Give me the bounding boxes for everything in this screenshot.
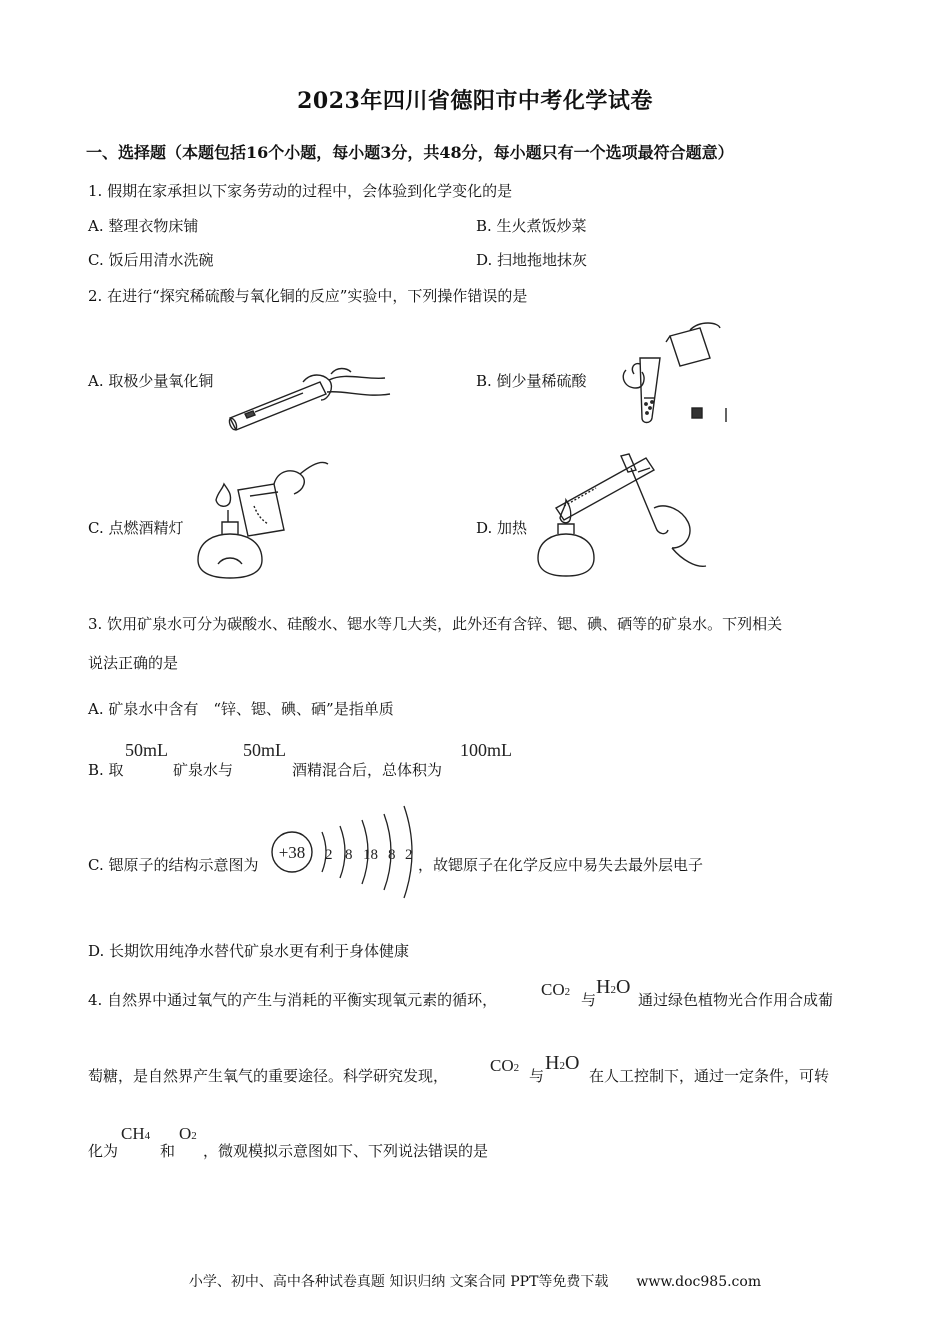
q4-line3-prefix: 化为 [88,1142,119,1160]
formula-co2-1: CO2 [541,980,571,999]
q2-stem: 2. 在进行“探究稀硫酸与氧化铜的反应”实验中，下列操作错误的是 [88,287,528,305]
formula-h2o-1: H2O [596,976,631,998]
formula-co2-2: CO2 [490,1056,520,1075]
q1-option-c: C. 饭后用清水洗碗 [88,251,214,269]
q3-stem-line1: 3. 饮用矿泉水可分为碳酸水、硅酸水、锶水等几大类，此外还有含锌、锶、碘、硒等的矿泉水。下列相关 [88,615,783,633]
atom-nucleus-charge: +38 [278,843,306,862]
formula-ch4: CH4 [121,1124,151,1143]
q1-option-d: D. 扫地拖地抹灰 [476,251,588,269]
q3-option-a: A. 矿泉水中含有 “锌、锶、碘、硒”是指单质 [88,700,394,718]
formula-o2: O2 [179,1124,197,1143]
q3-option-c-prefix: C. 锶原子的结构示意图为 [88,856,259,874]
q3-volume-water: 50mL [125,740,168,760]
q2-option-c: C. 点燃酒精灯 [88,519,184,537]
q3-option-b-mid2: 酒精混合后，总体积为 [292,761,443,779]
atom-shell-5: 2 [405,847,413,863]
q2-option-d: D. 加热 [476,519,528,537]
q4-line2-prefix: 萄糖，是自然界产生氧气的重要途径。科学研究发现， [88,1067,449,1085]
formula-h2o-2: H2O [545,1052,580,1074]
q4-and-3: 和 [160,1142,176,1160]
q3-option-b-prefix: B. 取 [88,761,124,779]
q3-volume-total: 100mL [460,740,512,760]
q4-line3-suffix: ，微观模拟示意图如下、下列说法错误的是 [203,1142,489,1160]
atom-shell-1: 2 [325,847,333,863]
illustration-pour-sulfuric-acid [600,318,735,433]
q4-line2-suffix: 在人工控制下，通过一定条件，可转 [589,1067,830,1085]
illustration-heating [526,448,711,588]
atom-shell-4: 8 [388,847,396,863]
q1-stem: 1. 假期在家承担以下家务劳动的过程中，会体验到化学变化的是 [88,182,513,200]
q3-option-c-suffix: ，故锶原子在化学反应中易失去最外层电子 [418,856,704,874]
section-heading: 一、选择题（本题包括16个小题，每小题3分，共48分，每小题只有一个选项最符合题意） [86,143,734,162]
q4-and-2: 与 [529,1067,545,1085]
q1-option-a: A. 整理衣物床铺 [88,217,199,235]
page-title: 2023年四川省德阳市中考化学试卷 [297,88,653,114]
q4-line1-prefix: 4. 自然界中通过氧气的产生与消耗的平衡实现氧元素的循环， [88,991,498,1009]
q2-option-a: A. 取极少量氧化铜 [88,372,214,390]
q3-stem-line2: 说法正确的是 [88,654,179,672]
illustration-light-alcohol-lamp [188,460,333,585]
atom-shell-2: 8 [345,847,353,863]
q3-option-b-mid1: 矿泉水与 [173,761,234,779]
page-footer: 小学、初中、高中各种试卷真题 知识归纳 文案合同 PPT等免费下载 www.doc985.com [188,1274,762,1290]
q4-and-1: 与 [581,991,597,1009]
illustration-take-copper-oxide [225,360,395,432]
q4-line1-suffix: 通过绿色植物光合作用合成葡 [638,991,834,1009]
atom-shell-3: 18 [363,847,378,863]
q2-option-b: B. 倒少量稀硫酸 [476,372,587,390]
q3-volume-alcohol: 50mL [243,740,286,760]
q3-option-d: D. 长期饮用纯净水替代矿泉水更有利于身体健康 [88,942,410,960]
q1-option-b: B. 生火煮饭炒菜 [476,217,587,235]
